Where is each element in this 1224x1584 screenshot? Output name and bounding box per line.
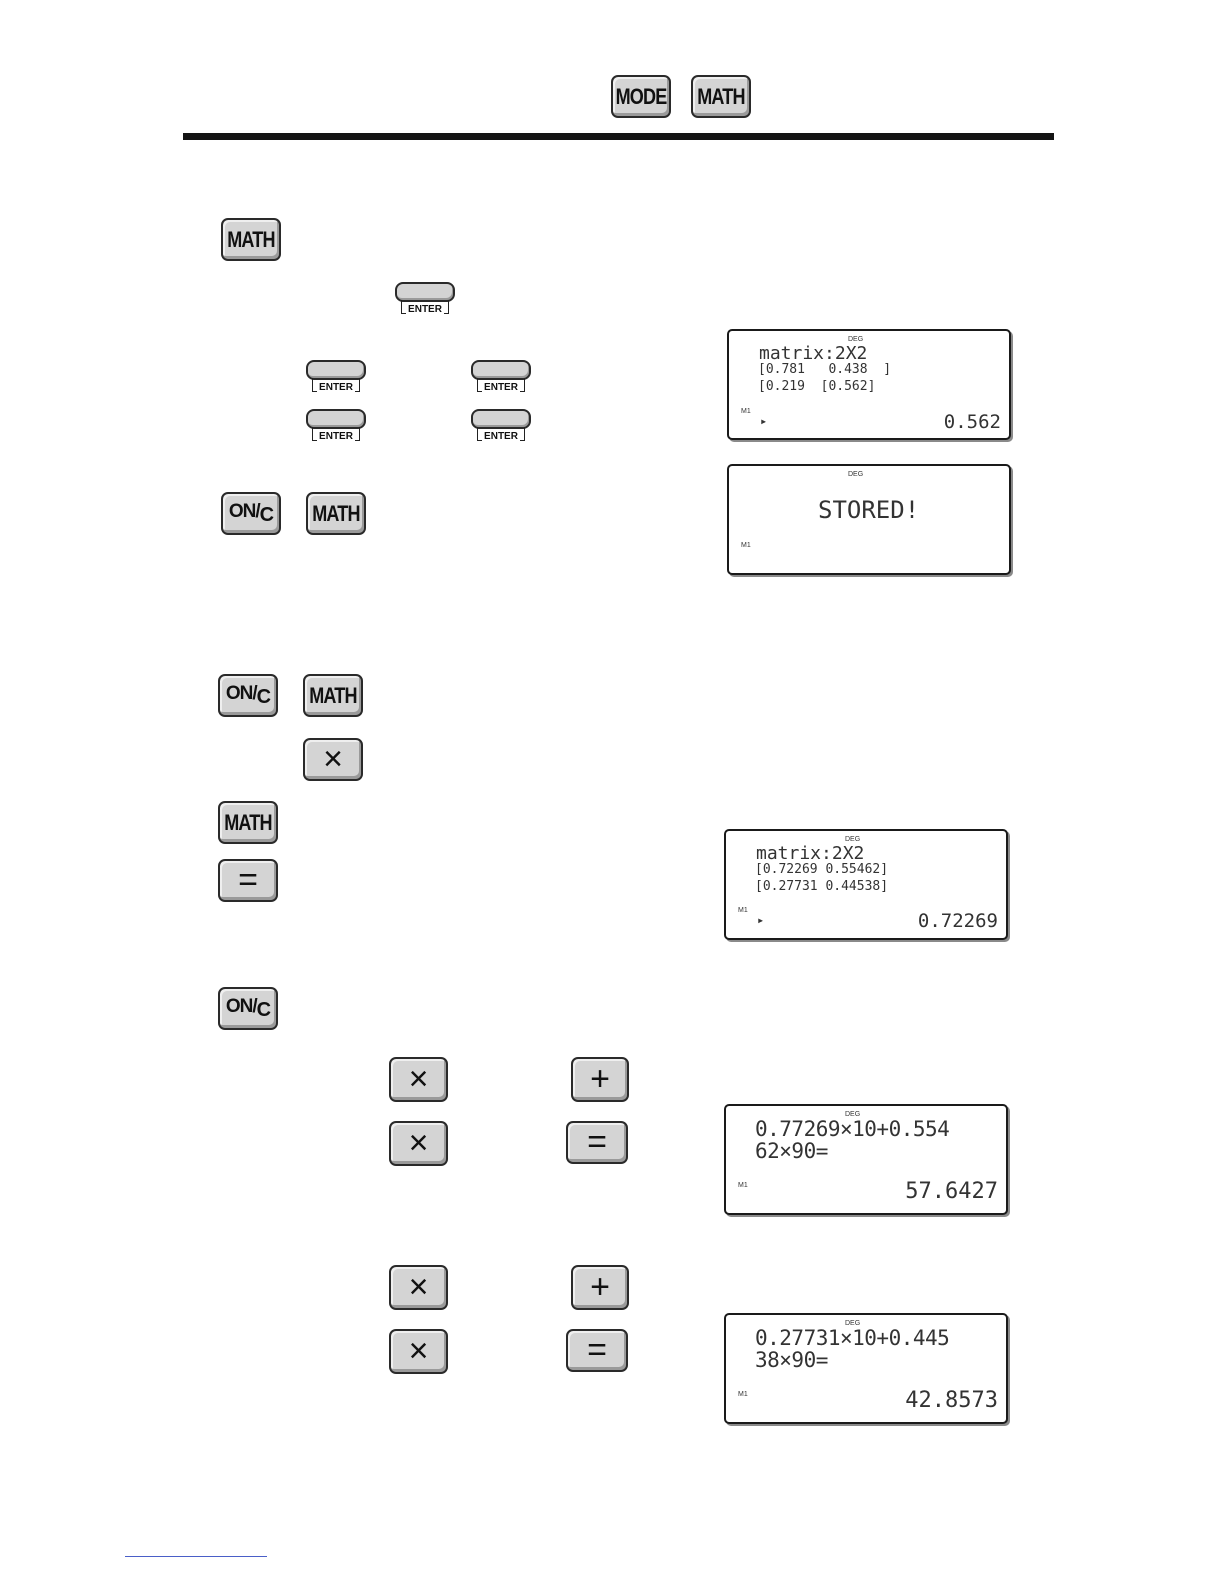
screen-line-2: 38×90= [755, 1348, 828, 1372]
mode-key[interactable]: MODE [611, 75, 671, 118]
screen-result: 0.72269 [917, 910, 998, 932]
screen-result: 0.562 [943, 411, 1001, 433]
enter-key[interactable] [395, 282, 455, 320]
math-key[interactable]: MATH [306, 492, 366, 535]
stored-message: STORED! [818, 496, 920, 524]
on-clear-key[interactable]: $ON/_C$ [218, 674, 278, 717]
lcd-screen-matrix-result [724, 829, 1008, 940]
cursor-arrow-icon: ▸ [757, 913, 765, 927]
lcd-screen-calc-2 [724, 1313, 1008, 1424]
multiply-key[interactable]: × [389, 1329, 448, 1374]
screen-line-3: [0.219 [0.562] [758, 379, 876, 394]
equals-key[interactable]: = [218, 859, 278, 902]
plus-key[interactable]: + [571, 1265, 629, 1310]
deg-indicator: DEG [848, 471, 864, 478]
header-rule [183, 133, 1054, 140]
lcd-screen-calc-1 [724, 1104, 1008, 1215]
equals-key[interactable]: = [566, 1329, 628, 1372]
math-key-header[interactable]: MATH [691, 75, 751, 118]
enter-key[interactable] [306, 409, 366, 447]
multiply-key[interactable]: × [389, 1121, 448, 1166]
lcd-screen-stored [727, 464, 1011, 575]
enter-key-label: ENTER [484, 382, 518, 393]
enter-key-label: ENTER [408, 304, 442, 315]
enter-key[interactable] [471, 409, 531, 447]
screen-line-2: 62×90= [755, 1139, 828, 1163]
screen-line-2: [0.72269 0.55462] [755, 862, 889, 877]
memory-indicator: M1 [738, 1391, 748, 1398]
on-clear-key[interactable]: $ON/_C$ [221, 492, 281, 535]
multiply-key[interactable]: × [389, 1057, 448, 1102]
deg-indicator: DEG [848, 336, 864, 343]
cursor-arrow-icon: ▸ [760, 414, 768, 428]
math-key[interactable]: MATH [303, 674, 363, 717]
screen-line-2: [0.781 0.438 ] [758, 362, 892, 377]
memory-indicator: M1 [741, 542, 751, 549]
enter-key[interactable] [306, 360, 366, 398]
screen-line-1: matrix:2X2 [759, 343, 868, 364]
screen-result: 42.8573 [905, 1388, 998, 1413]
screen-result: 57.6427 [905, 1179, 998, 1204]
plus-key[interactable]: + [571, 1057, 629, 1102]
lcd-screen-matrix-entry [727, 329, 1011, 440]
multiply-key[interactable]: × [389, 1265, 448, 1310]
deg-indicator: DEG [845, 1320, 861, 1327]
enter-key[interactable] [471, 360, 531, 398]
screen-line-1: 0.77269×10+0.554 [755, 1117, 950, 1141]
screen-line-1: 0.27731×10+0.445 [755, 1326, 950, 1350]
deg-indicator: DEG [845, 1111, 861, 1118]
screen-line-3: [0.27731 0.44538] [755, 879, 889, 894]
on-clear-key[interactable]: $ON/_C$ [218, 987, 278, 1030]
deg-indicator: DEG [845, 836, 861, 843]
enter-key-label: ENTER [319, 431, 353, 442]
memory-indicator: M1 [738, 1182, 748, 1189]
screen-line-1: matrix:2X2 [756, 843, 865, 864]
enter-key-label: ENTER [484, 431, 518, 442]
footer-link-underline[interactable] [125, 1556, 267, 1557]
enter-key-label: ENTER [319, 382, 353, 393]
memory-indicator: M1 [738, 907, 748, 914]
math-key[interactable]: MATH [218, 801, 278, 844]
multiply-key[interactable]: × [303, 738, 363, 781]
equals-key[interactable]: = [566, 1121, 628, 1164]
memory-indicator: M1 [741, 408, 751, 415]
math-key[interactable]: MATH [221, 218, 281, 261]
